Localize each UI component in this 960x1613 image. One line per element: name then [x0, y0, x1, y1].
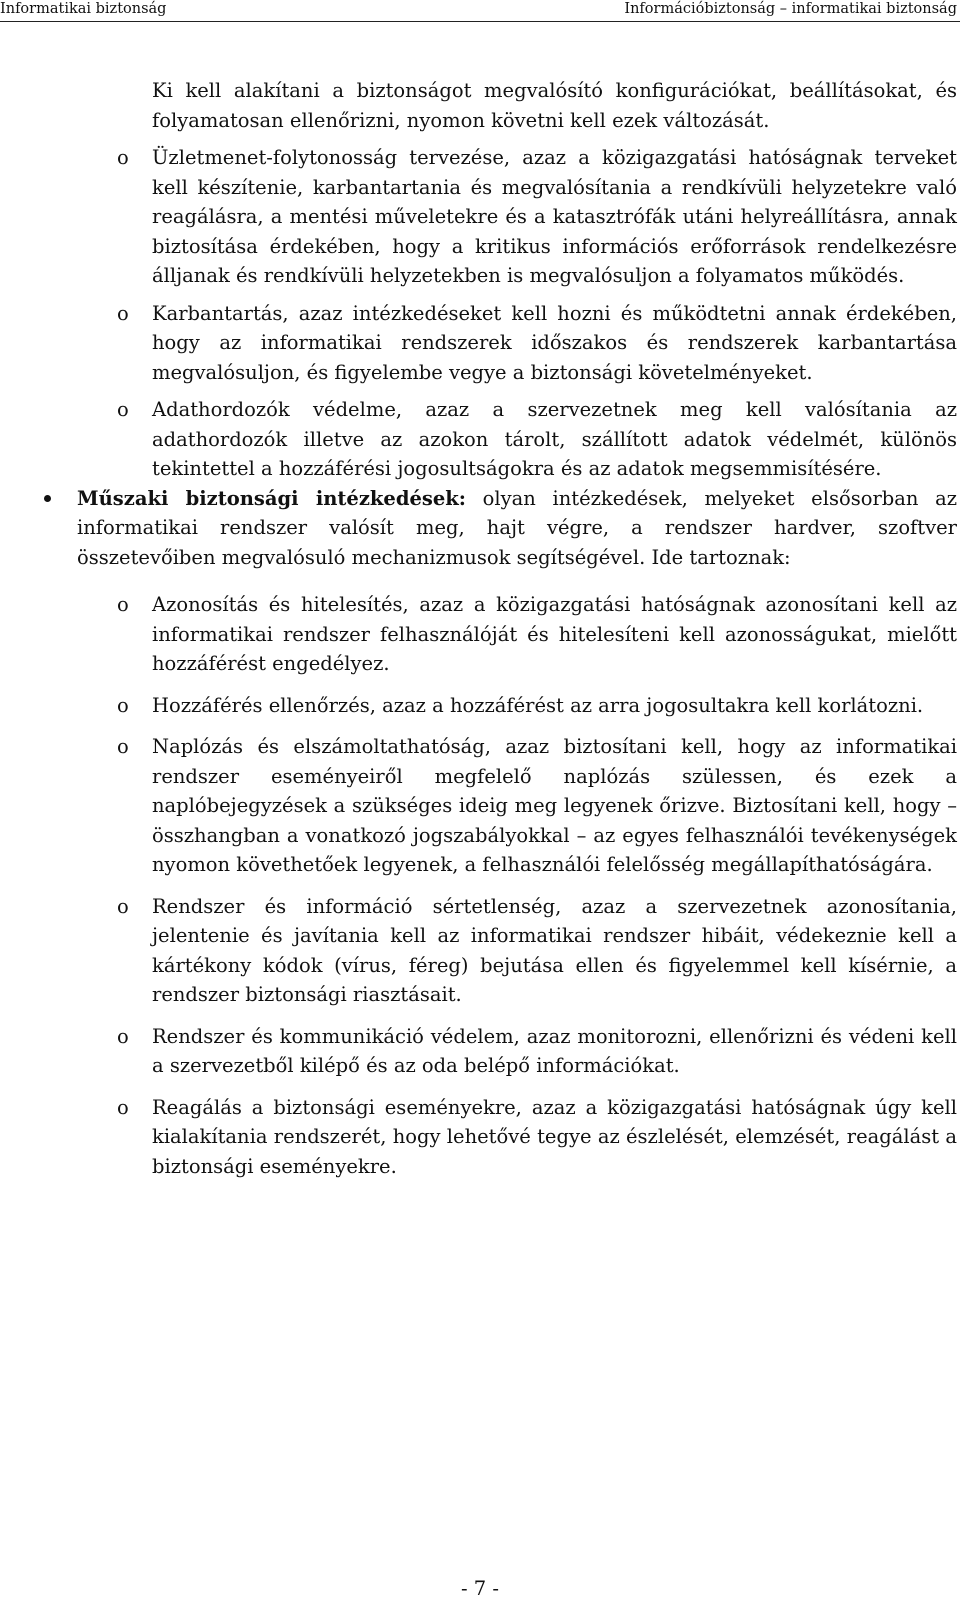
list-marker: o: [117, 693, 129, 717]
header-left-title: Informatikai biztonság: [0, 1, 167, 17]
intro-paragraph: Ki kell alakítani a biztonságot megvalósító konfigurációkat, beállításokat, és folyamatosan ellenőrizni, nyomon követni kell ezek változását.: [152, 79, 957, 132]
list-item-text: Azonosítás és hitelesítés, azaz a közigazgatási hatóságnak azonosítani kell az informatikai rendszer felhasználóját és hitelesíteni kell azonosságukat, mielőtt hozzáférést engedélyez.: [152, 593, 957, 675]
bullet-dot: [44, 495, 51, 502]
list-item: [0, 299, 960, 388]
list-item-text: Rendszer és kommunikáció védelem, azaz monitorozni, ellenőrizni és védeni kell a szervezetből kilépő és az oda belépő információkat.: [152, 1024, 957, 1077]
list-item-text: Adathordozók védelme, azaz a szervezetnek meg kell valósítania az adathordozók illetve az azokon tárolt, szállított adatok védelmét, különös tekintettel a hozzáférési jogosultságokra és az adatok megsemmisítésére.: [152, 398, 957, 480]
list-marker: o: [117, 301, 129, 325]
list-item-text: Rendszer és információ sértetlenség, azaz a szervezetnek azonosítania, jelentenie és javítania kell az informatikai rendszer hibáit, védekeznie kell a kártékony kódok (vírus, féreg) bejutása ellen és figyelemmel kell kísérnie, a rendszer biztonsági riasztásait.: [152, 894, 957, 1006]
list-item-text: Hozzáférés ellenőrzés, azaz a hozzáférést az arra jogosultakra kell korlátozni.: [152, 693, 924, 717]
header-rule: [0, 21, 960, 22]
list-item: [0, 1022, 960, 1081]
list-marker: o: [117, 398, 129, 421]
list-marker: o: [117, 735, 129, 758]
header-right-title: Információbiztonság – informatikai biztonság: [624, 1, 957, 17]
list-item: [0, 1093, 960, 1182]
page-number: - 7 -: [461, 1577, 499, 1600]
sub-list-a: [0, 143, 960, 484]
bullet-text: olyan intézkedések, melyeket elsősorban az informatikai rendszer valósít meg, hajt végre, a rendszer hardver, szoftver összetevőiben megvalósuló mechanizmusok segítségével. Ide tartoznak:: [77, 486, 957, 569]
list-marker: o: [117, 1024, 129, 1048]
bullet-paragraph: [0, 484, 960, 573]
list-item: [0, 395, 960, 484]
page-header: [0, 0, 960, 24]
list-marker: o: [117, 894, 129, 918]
list-item-text: Karbantartás, azaz intézkedéseket kell hozni és működtetni annak érdekében, hogy az informatikai rendszerek időszakos és rendszerek karbantartása megvalósuljon, és figyelembe vegye a biztonsági követelményeket.: [152, 301, 957, 384]
list-marker: o: [117, 146, 129, 169]
list-item: [0, 590, 960, 679]
list-item: [0, 892, 960, 1010]
list-marker: o: [117, 1095, 129, 1119]
list-item: [0, 143, 960, 291]
list-item-text: Naplózás és elszámoltathatóság, azaz biztosítani kell, hogy az informatikai rendszer eseményeiről megfelelő naplózás szülessen, és ezek a naplóbejegyzések a szükséges ideig meg legyenek őrizve. Biztosítani kell, hogy – összhangban a vonatkozó jogszabályokkal – az egyes felhasználói tevékenységek nyomon követhetőek legyenek, a felhasználói felelősség megállapíthatóságára.: [152, 735, 957, 876]
sub-list-b: [0, 590, 960, 1181]
list-item-text: Üzletmenet-folytonosság tervezése, azaz a közigazgatási hatóságnak terveket kell készítenie, karbantartania és megvalósítania a rendkívüli helyzetekre való reagálásra, a mentési műveletekre és a katasztrófák utáni helyreállításra, annak biztosítása érdekében, hogy a kritikus információs erőforrások rendelkezésre álljanak és rendkívüli helyzetekben is megvalósuljon a folyamatos működés.: [152, 146, 957, 287]
list-marker: o: [117, 593, 129, 616]
list-item-text: Reagálás a biztonsági eseményekre, azaz a közigazgatási hatóságnak úgy kell kialakítania rendszerét, hogy lehetővé tegye az észlelését, elemzését, reagálást a biztonsági eseményekre.: [152, 1095, 957, 1178]
document-body: [0, 76, 960, 1181]
bullet-heading: Műszaki biztonsági intézkedések:: [77, 486, 466, 510]
list-item: [0, 732, 960, 880]
list-item: [0, 691, 960, 721]
